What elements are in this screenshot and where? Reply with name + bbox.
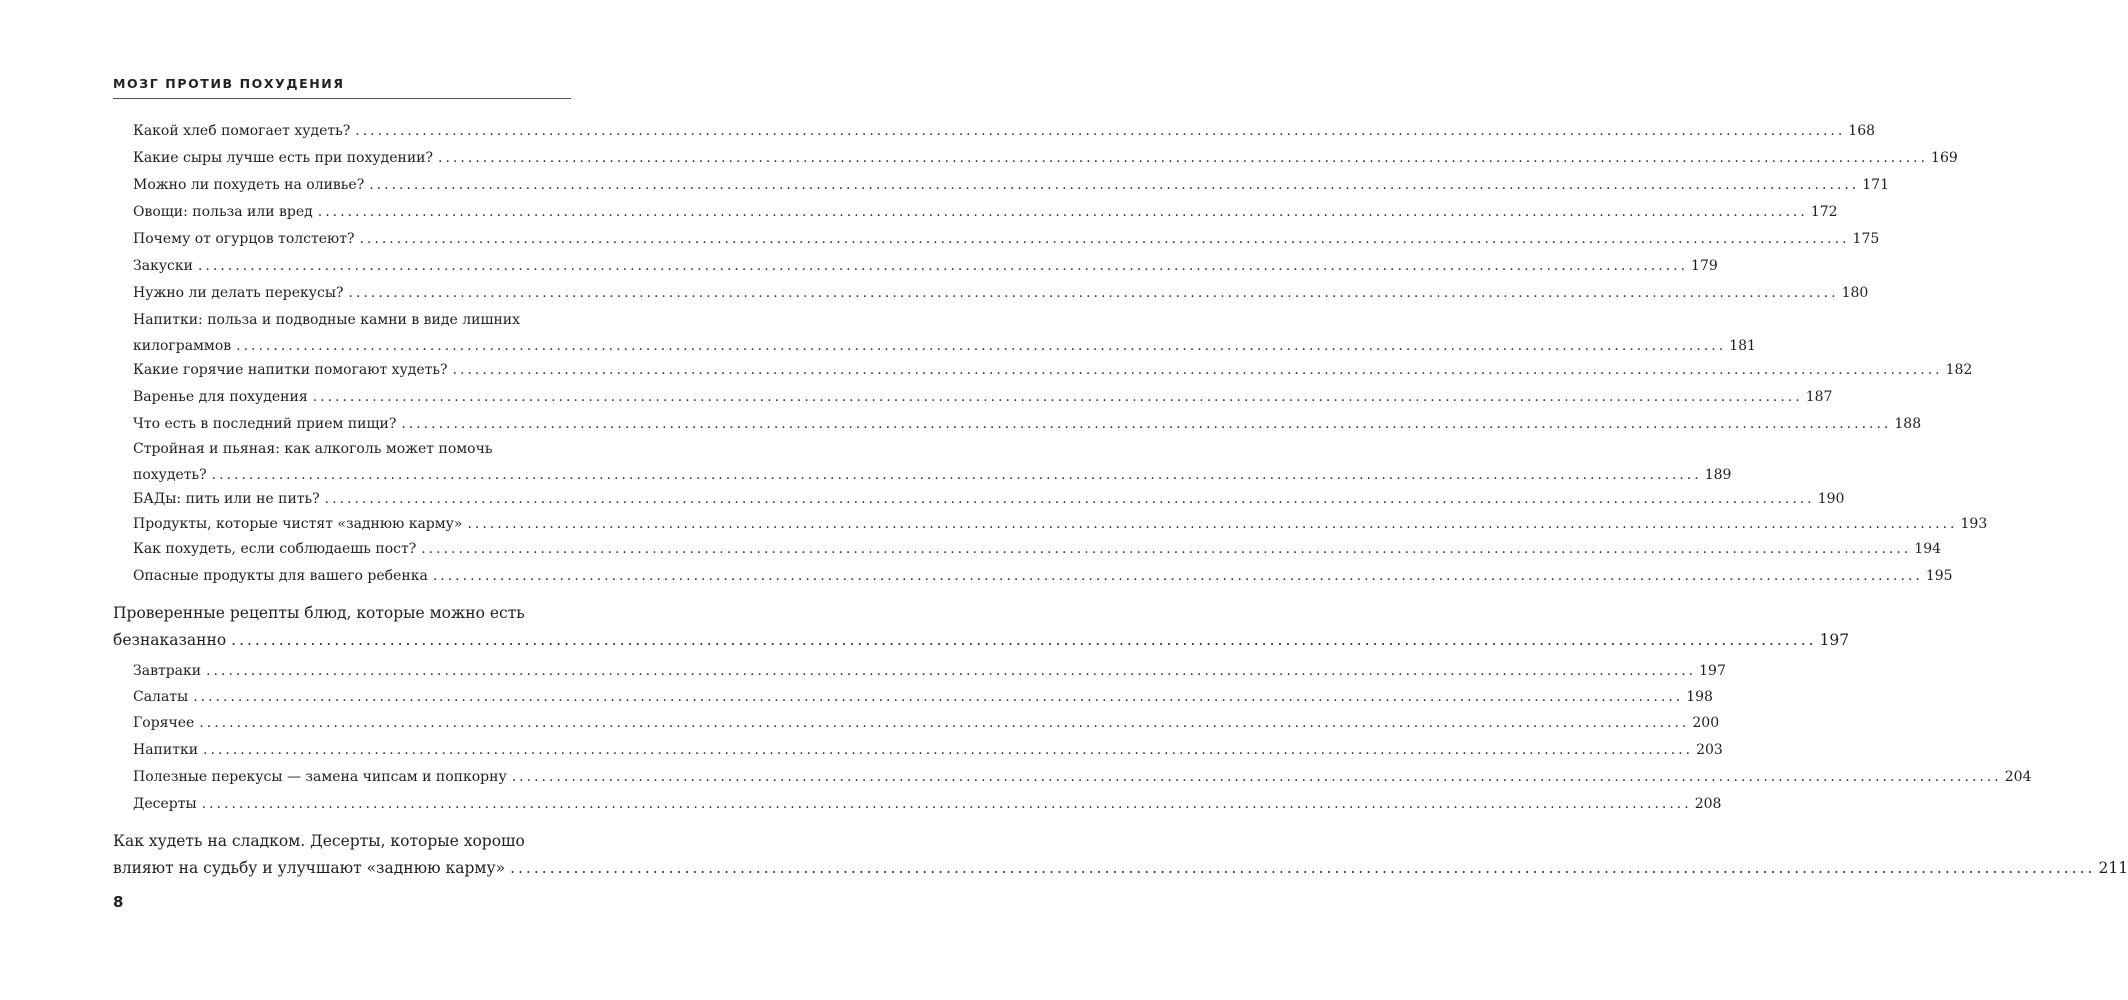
running-head: МОЗГ ПРОТИВ ПОХУДЕНИЯ (113, 76, 345, 91)
toc-entry (133, 791, 1722, 817)
dot-leader: ........................................................................................................................................................................................................ (452, 362, 1943, 378)
page-number: 8 (113, 893, 124, 911)
toc-entry-title: Напитки (133, 742, 199, 758)
toc-entry-title: БАДы: пить или не пить? (133, 491, 320, 507)
toc-entry (133, 357, 1973, 383)
toc-entry-page: 168 (1848, 123, 1876, 139)
toc-entry (133, 486, 1845, 512)
toc-entry-title: Овощи: польза или вред (133, 204, 313, 220)
dot-leader: ........................................................................................................................................................................................................ (324, 491, 1815, 507)
dot-leader: ........................................................................................................................................................................................................ (369, 177, 1860, 193)
toc-entry-page: 179 (1691, 258, 1718, 274)
toc-entry (133, 684, 1713, 710)
toc-entry-title: Почему от огурцов толстеют? (133, 231, 355, 247)
toc-entry-page: 181 (1729, 338, 1756, 354)
dot-leader: ........................................................................................................................................................................................................ (510, 859, 2096, 877)
toc-entry-page: 188 (1894, 416, 1922, 432)
toc-entry-title: Горячее (133, 715, 195, 731)
toc-entry-page: 169 (1931, 150, 1958, 166)
toc-entry-page: 182 (1945, 362, 1973, 378)
toc-entry (133, 226, 1880, 252)
toc-entry-title: похудеть? (133, 467, 207, 483)
dot-leader: ........................................................................................................................................................................................................ (203, 742, 1694, 758)
toc-entry-title: влияют на судьбу и улучшают «заднюю карму» (113, 859, 506, 877)
toc-entry-page: 197 (1819, 631, 1850, 649)
toc-entry-title: безнаказанно (113, 631, 227, 649)
toc-entry-page: 171 (1862, 177, 1889, 193)
dot-leader: ........................................................................................................................................................................................................ (317, 204, 1808, 220)
dot-leader: ........................................................................................................................................................................................................ (359, 231, 1850, 247)
toc-entry-title-line1: Проверенные рецепты блюд, которые можно есть (113, 604, 525, 622)
toc-entry-page: 204 (2004, 769, 2032, 785)
toc-entry (133, 384, 1833, 410)
dot-leader: ........................................................................................................................................................................................................ (197, 258, 1689, 274)
toc-entry-page: 211 (2098, 859, 2128, 877)
toc-entry-page: 190 (1817, 491, 1845, 507)
toc-entry-title: Какие горячие напитки помогают худеть? (133, 362, 448, 378)
dot-leader: ........................................................................................................................................................................................................ (511, 769, 2002, 785)
toc-entry (133, 710, 1720, 736)
dot-leader: ........................................................................................................................................................................................................ (211, 467, 1702, 483)
toc-entry-page: 180 (1841, 285, 1869, 301)
toc-entry-page: 193 (1960, 516, 1988, 532)
toc-entry (133, 411, 1922, 437)
toc-entry (133, 199, 1838, 225)
toc-entry (133, 307, 1756, 359)
toc-entry-title-line1: Как худеть на сладком. Десерты, которые хорошо (113, 832, 525, 850)
toc-entry-title: Можно ли похудеть на оливье? (133, 177, 365, 193)
toc-entry (133, 436, 1732, 488)
toc-entry-title-line1: Напитки: польза и подводные камни в виде лишних (133, 312, 521, 328)
dot-leader: ........................................................................................................................................................................................................ (421, 541, 1912, 557)
toc-entry-title: Завтраки (133, 663, 202, 679)
dot-leader: ........................................................................................................................................................................................................ (312, 389, 1803, 405)
toc-entry (133, 145, 1958, 171)
dot-leader: ........................................................................................................................................................................................................ (193, 689, 1684, 705)
toc-entry (133, 536, 1942, 562)
toc-entry-title: Какие сыры лучше есть при похудении? (133, 150, 433, 166)
toc-entry-page: 175 (1852, 231, 1880, 247)
toc-entry-page: 208 (1694, 796, 1722, 812)
toc-entry-title: Закуски (133, 258, 193, 274)
toc-entry-page: 194 (1914, 541, 1942, 557)
toc-entry (113, 600, 1850, 654)
toc-entry (133, 118, 1876, 144)
toc-entry (133, 253, 1718, 279)
dot-leader: ........................................................................................................................................................................................................ (236, 338, 1727, 354)
dot-leader: ........................................................................................................................................................................................................ (348, 285, 1839, 301)
toc-entry (133, 511, 1988, 537)
dot-leader: ........................................................................................................................................................................................................ (438, 150, 1929, 166)
toc-entry (133, 172, 1889, 198)
toc-entry-title: Варенье для похудения (133, 389, 308, 405)
dot-leader: ........................................................................................................................................................................................................ (206, 663, 1697, 679)
toc-entry (113, 828, 2128, 882)
toc-entry-page: 187 (1805, 389, 1833, 405)
toc-entry-title: Опасные продукты для вашего ребенка (133, 568, 428, 584)
toc-entry-title: Десерты (133, 796, 197, 812)
dot-leader: ........................................................................................................................................................................................................ (401, 416, 1892, 432)
toc-entry-page: 198 (1686, 689, 1713, 705)
dot-leader: ........................................................................................................................................................................................................ (231, 631, 1817, 649)
toc-entry-title: Продукты, которые чистят «заднюю карму» (133, 516, 463, 532)
dot-leader: ........................................................................................................................................................................................................ (201, 796, 1692, 812)
toc-entry (133, 563, 1953, 589)
toc-entry-page: 189 (1704, 467, 1732, 483)
toc-entry (133, 658, 1726, 684)
toc-entry-title: Салаты (133, 689, 189, 705)
toc-entry-title: Как похудеть, если соблюдаешь пост? (133, 541, 417, 557)
toc-entry-title: Что есть в последний прием пищи? (133, 416, 397, 432)
toc-entry-page: 197 (1699, 663, 1726, 679)
toc-entry-title-line1: Стройная и пьяная: как алкоголь может помочь (133, 441, 493, 457)
toc-entry-title: килограммов (133, 338, 232, 354)
dot-leader: ........................................................................................................................................................................................................ (467, 516, 1958, 532)
toc-entry-page: 203 (1696, 742, 1723, 758)
toc-entry-page: 172 (1810, 204, 1838, 220)
toc-entry (133, 764, 2032, 790)
dot-leader: ........................................................................................................................................................................................................ (355, 123, 1846, 139)
dot-leader: ........................................................................................................................................................................................................ (432, 568, 1923, 584)
toc-entry-page: 195 (1925, 568, 1953, 584)
toc-entry-page: 200 (1692, 715, 1720, 731)
toc-entry (133, 737, 1723, 763)
toc-entry-title: Нужно ли делать перекусы? (133, 285, 344, 301)
toc-entry-title: Полезные перекусы — замена чипсам и попкорну (133, 769, 507, 785)
dot-leader: ........................................................................................................................................................................................................ (199, 715, 1690, 731)
toc-entry (133, 280, 1869, 306)
toc-entry-title: Какой хлеб помогает худеть? (133, 123, 351, 139)
